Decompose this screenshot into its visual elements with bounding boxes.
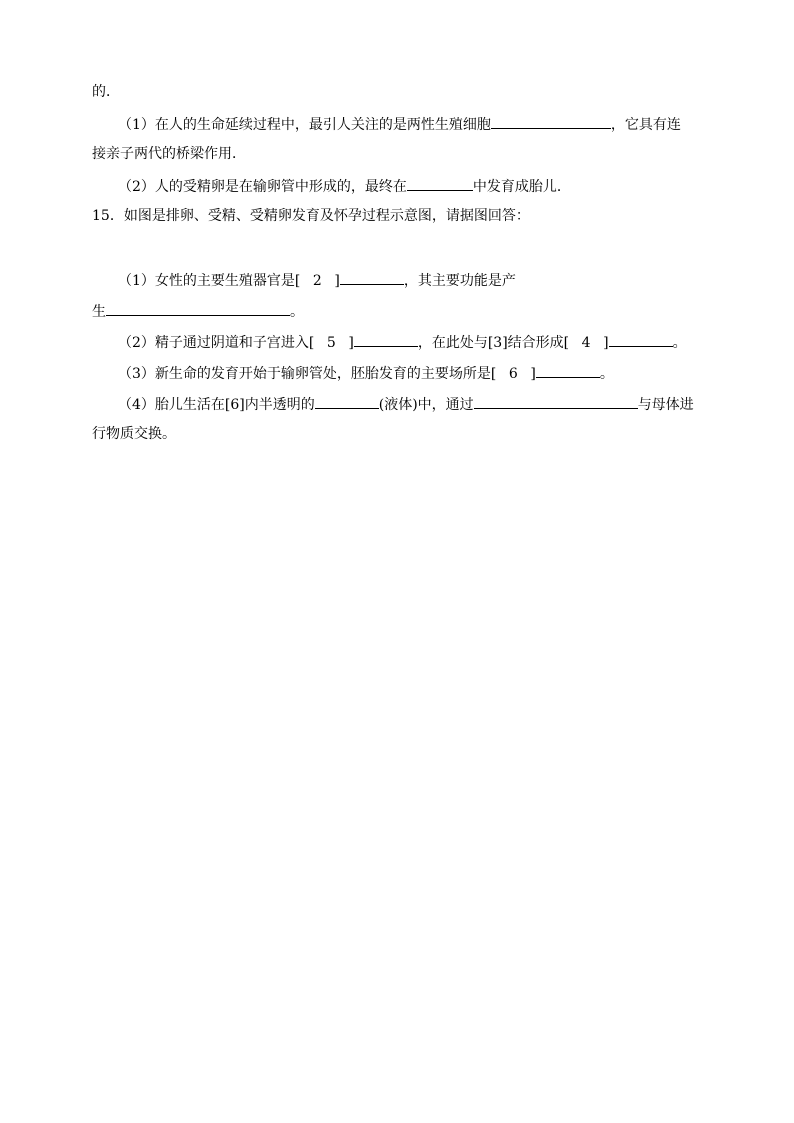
q15-sub3-text: （3）新生命的发育开始于输卵管处，胚胎发育的主要场所是[ xyxy=(118,366,497,382)
q15-sub2-line xyxy=(118,332,687,350)
q15-sub3-period: 。 xyxy=(599,366,614,382)
answer-blank[interactable] xyxy=(354,332,418,347)
bracket-close: ] xyxy=(348,335,354,351)
continued-text-content: 的． xyxy=(92,84,120,100)
q15-sub4-line1 xyxy=(118,394,694,412)
answer-blank[interactable] xyxy=(315,394,379,409)
bracket-number: 2 xyxy=(312,273,322,289)
answer-blank[interactable] xyxy=(340,270,404,285)
bracket-number: 6 xyxy=(508,366,518,382)
q15-sub4-text-cont: 行物质交换。 xyxy=(92,426,176,442)
q15-sub4-text: （4）胎儿生活在[6]内半透明的 xyxy=(118,397,315,413)
q15-sub2-text-mid: ，在此处与[3]结合形成[ xyxy=(417,335,570,351)
q15-sub2-text: （2）精子通过阴道和子宫进入[ xyxy=(118,335,315,351)
q14-sub2-text-tail: 中发育成胎儿． xyxy=(472,179,571,195)
answer-blank[interactable] xyxy=(491,114,611,129)
q15-sub4-text-mid: (液体)中，通过 xyxy=(378,397,474,413)
q14-sub2-line xyxy=(118,176,571,194)
q15-sub4-text-tail: 与母体进 xyxy=(637,397,694,413)
q14-sub1-text: （1）在人的生命延续过程中，最引人关注的是两性生殖细胞 xyxy=(118,117,491,133)
answer-blank[interactable] xyxy=(407,176,473,191)
q14-sub1-text-tail: ，它具有连 xyxy=(610,117,681,133)
bracket-close: ] xyxy=(334,273,340,289)
q14-sub1-line2 xyxy=(92,145,246,163)
q15-sub3-line xyxy=(118,363,614,381)
q15-sub4-line2 xyxy=(92,425,176,443)
bracket-close: ] xyxy=(603,335,609,351)
q15-sub1-text: （1）女性的主要生殖器官是[ xyxy=(118,273,301,289)
q15-stem-text: 15．如图是排卵、受精、受精卵发育及怀孕过程示意图，请据图回答： xyxy=(92,208,530,224)
q15-sub1-line2 xyxy=(92,301,304,319)
answer-blank[interactable] xyxy=(106,301,290,316)
bracket-number: 5 xyxy=(326,335,336,351)
q14-sub1-text-cont: 接亲子两代的桥梁作用． xyxy=(92,146,246,162)
answer-blank[interactable] xyxy=(536,363,600,378)
q15-sub2-period: 。 xyxy=(672,335,687,351)
bracket-number: 4 xyxy=(581,335,591,351)
q15-sub1-line1 xyxy=(118,270,516,288)
q14-sub2-text: （2）人的受精卵是在输卵管中形成的，最终在 xyxy=(118,179,407,195)
answer-blank[interactable] xyxy=(609,332,673,347)
continued-text xyxy=(92,83,120,101)
q14-sub1-line1 xyxy=(118,114,681,132)
bracket-close: ] xyxy=(530,366,536,382)
answer-blank[interactable] xyxy=(474,394,638,409)
q15-stem xyxy=(92,207,530,225)
q15-sub1-text-tail: ，其主要功能是产 xyxy=(403,273,516,289)
q15-sub1-period: 。 xyxy=(290,304,304,320)
q15-sub1-text-cont: 生 xyxy=(92,304,106,320)
